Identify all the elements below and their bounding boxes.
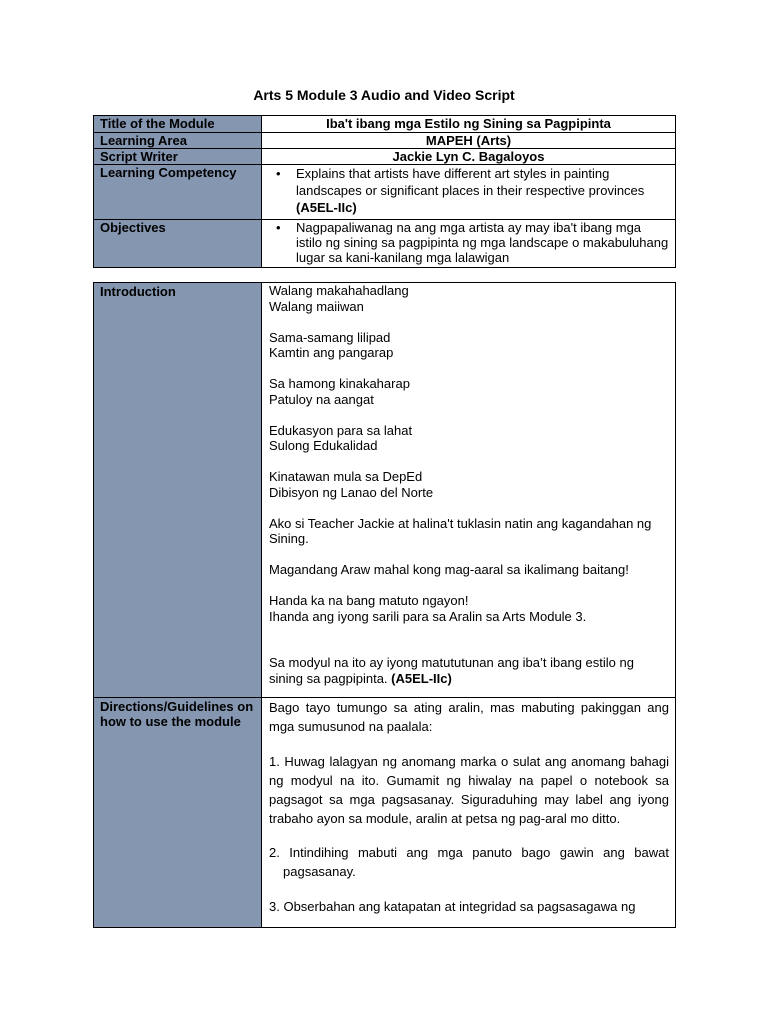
intro-line: Sulong Edukalidad	[269, 438, 378, 453]
script-table	[93, 282, 676, 928]
intro-paragraph	[269, 655, 669, 686]
intro-stanza	[269, 283, 669, 314]
competency-text: Explains that artists have different art styles in painting landscapes or significant places in their respective provinces	[296, 166, 645, 198]
intro-line: Sa modyul na ito ay iyong matututunan ang iba’t ibang estilo ng sining sa pagpipinta.	[269, 655, 634, 686]
intro-line: Kinatawan mula sa DepEd	[269, 469, 423, 484]
intro-line: Sama-samang lilipad	[269, 329, 391, 345]
document-title: Arts 5 Module 3 Audio and Video Script	[253, 87, 515, 103]
learning-area-label: Learning Area	[94, 133, 262, 149]
intro-line: Dibisyon ng Lanao del Norte	[269, 484, 434, 500]
competency-cell	[262, 165, 676, 220]
intro-stanza	[269, 469, 669, 500]
direction-paragraph: 1. Huwag lalagyan ng anomang marka o sulat ang anomang bahagi ng modyul na ito. Gumamit ng hiwalay na papel o notebook sa pagsagot sa mga pagsasanay. Siguraduhing may label ang iyong trabaho ayon sa module, aralin at petsa ng pag-aral mo ditto.	[269, 753, 669, 826]
intro-stanza	[269, 593, 669, 624]
direction-paragraph: 2. Intindihing mabuti ang mga panuto bago gawin ang bawat pagsasanay.	[269, 845, 669, 879]
learning-area-value: MAPEH (Arts)	[262, 133, 676, 149]
direction-paragraph: Bago tayo tumungo sa ating aralin, mas mabuting pakinggan ang mga sumusunod na paalala:	[269, 700, 669, 734]
intro-stanza	[269, 330, 669, 361]
intro-stanza	[269, 423, 669, 454]
intro-line: Walang makahahadlang	[269, 283, 409, 298]
directions-label: Directions/Guidelines on how to use the module	[94, 698, 262, 928]
module-info-table	[93, 115, 676, 268]
intro-line: Handa ka na bang matuto ngayon!	[269, 593, 469, 608]
intro-paragraph: Ako si Teacher Jackie at halina't tuklasin natin ang kagandahan ng Sining.	[269, 515, 652, 546]
intro-stanza	[269, 376, 669, 407]
intro-line: Kamtin ang pangarap	[269, 345, 394, 360]
intro-code: (A5EL-IIc)	[391, 670, 452, 686]
competency-label: Learning Competency	[94, 165, 262, 220]
intro-paragraph: Magandang Araw mahal kong mag-aaral sa ikalimang baitang!	[269, 562, 629, 577]
direction-paragraph: 3. Obserbahan ang katapatan at integridad sa pagsasagawa ng	[269, 898, 636, 914]
module-title-value: Iba't ibang mga Estilo ng Sining sa Pagpipinta	[262, 116, 676, 133]
competency-code: (A5EL-IIc)	[296, 200, 357, 215]
script-writer-value: Jackie Lyn C. Bagaloyos	[262, 149, 676, 165]
module-title-label: Title of the Module	[94, 116, 262, 133]
introduction-label: Introduction	[94, 283, 262, 698]
intro-line: Patuloy na aangat	[269, 391, 374, 407]
directions-content	[262, 698, 676, 928]
intro-line: Walang maiiwan	[269, 298, 364, 314]
script-writer-label: Script Writer	[94, 149, 262, 165]
intro-line: Edukasyon para sa lahat	[269, 422, 413, 438]
intro-line: Sa hamong kinakaharap	[269, 376, 410, 391]
introduction-content	[262, 283, 676, 698]
objectives-label: Objectives	[94, 220, 262, 268]
competency-item	[296, 165, 669, 216]
intro-line: Ihanda ang iyong sarili para sa Aralin sa Arts Module 3.	[269, 608, 587, 624]
objective-item: • Nagpapaliwanag na ang mga artista ay may iba't ibang mga istilo ng sining sa pagpipinta ng mga landscape o makabuluhang lugar sa kani-kanilang mga lalawigan	[296, 220, 669, 265]
objectives-cell	[262, 220, 676, 268]
